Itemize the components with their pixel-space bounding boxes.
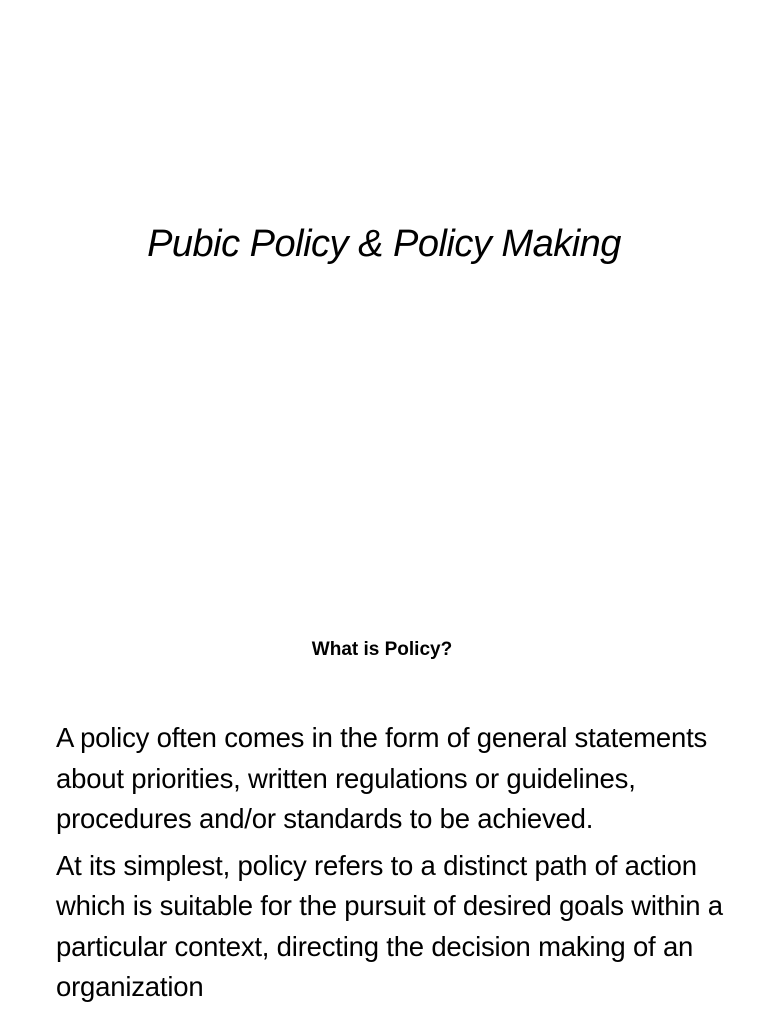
body-paragraph: At its simplest, policy refers to a distinct path of action which is suitable for the pursuit of desired goals within a particular context, directing the decision making of an organization xyxy=(56,849,723,1002)
slide-title: Pubic Policy & Policy Making xyxy=(147,223,621,265)
section-heading: What is Policy? xyxy=(311,639,453,660)
content-slide xyxy=(0,576,768,1024)
body-text xyxy=(56,718,736,1014)
body-paragraph: A policy often comes in the form of general statements about priorities, written regulations or guidelines, procedures and/or standards to be achieved. xyxy=(56,722,708,834)
